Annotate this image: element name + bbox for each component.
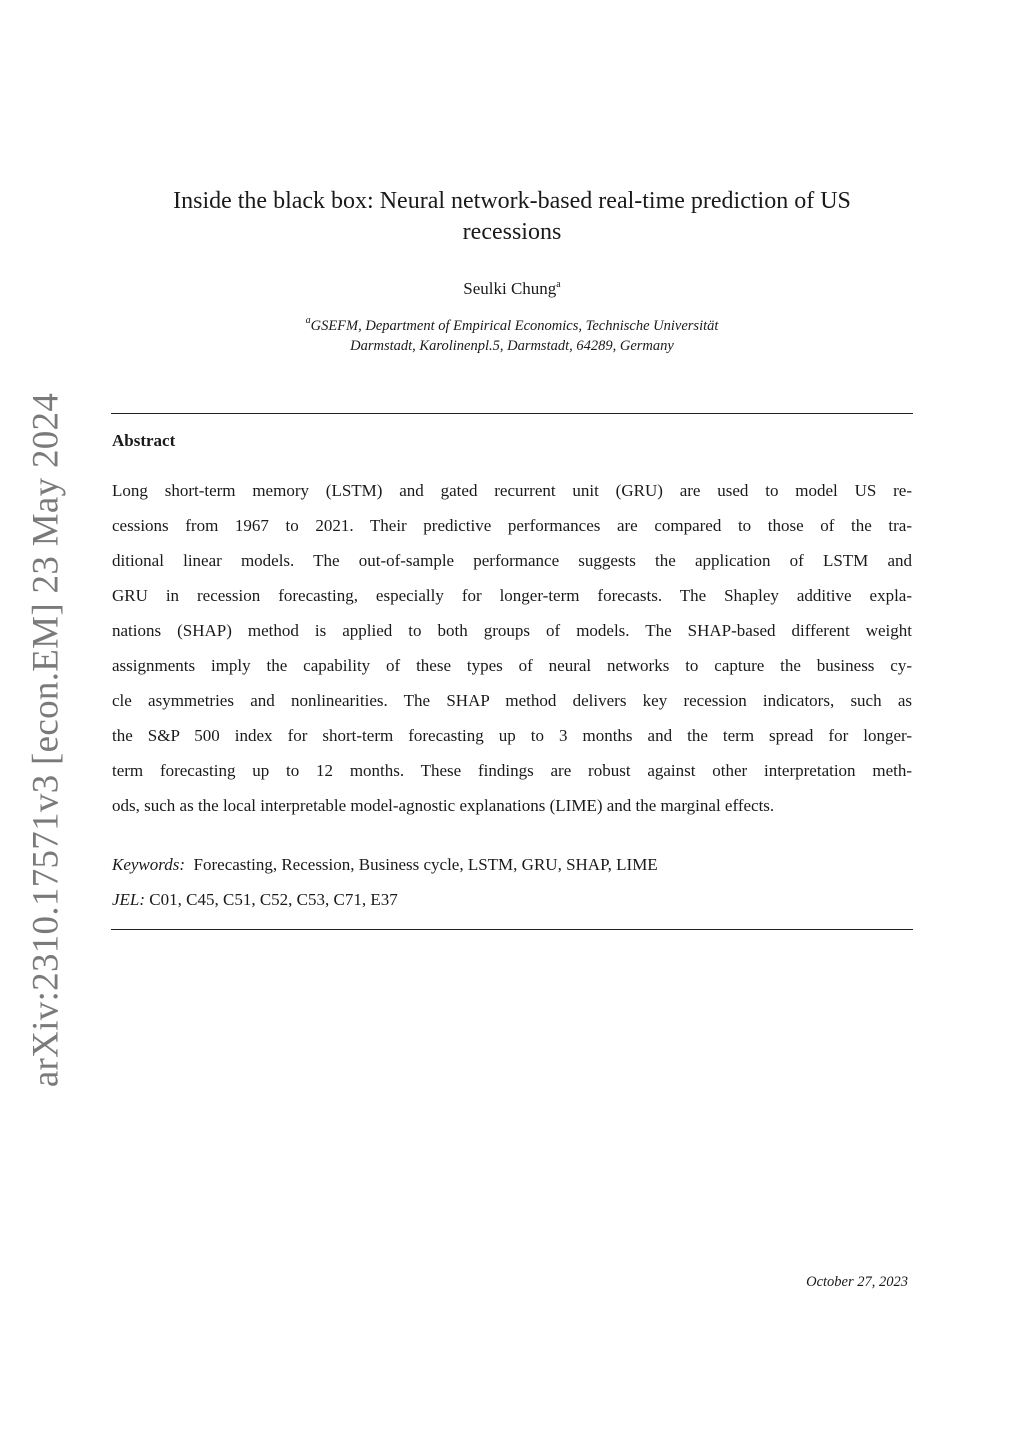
abstract-body <box>112 473 912 823</box>
affiliation-line-2: Darmstadt, Karolinenpl.5, Darmstadt, 64289, Germany <box>350 338 674 354</box>
jel-line <box>112 890 398 910</box>
preprint-date: October 27, 2023 <box>806 1274 908 1290</box>
abstract-line: GRU in recession forecasting, especially for longer-term forecasts. The Shapley additive expla- <box>112 586 912 605</box>
author-name: Seulki Chung <box>463 279 557 298</box>
author-affiliation-marker: a <box>556 279 561 290</box>
abstract-line: term forecasting up to 12 months. These findings are robust against other interpretation meth- <box>112 761 912 780</box>
abstract-heading: Abstract <box>112 431 176 450</box>
affiliation-line-1: GSEFM, Department of Empirical Economics, Technische Universität <box>310 318 719 334</box>
title-line-2: recessions <box>462 219 562 245</box>
jel-value: C01, C45, C51, C52, C53, C71, E37 <box>149 890 398 909</box>
author-block <box>112 279 912 299</box>
abstract-line: the S&P 500 index for short-term forecasting up to 3 months and the term spread for longer- <box>112 726 912 745</box>
abstract-line: cle asymmetries and nonlinearities. The SHAP method delivers key recession indicators, such as <box>112 691 912 710</box>
arxiv-identifier-stamp: arXiv:2310.17571v3 [econ.EM] 23 May 2024 <box>25 392 67 1088</box>
abstract-line: assignments imply the capability of these types of neural networks to capture the business cy- <box>112 656 912 675</box>
paper-title <box>112 186 912 248</box>
bottom-divider <box>111 929 913 930</box>
abstract-line: cessions from 1967 to 2021. Their predictive performances are compared to those of the tra- <box>112 516 912 535</box>
title-line-1: Inside the black box: Neural network-based real-time prediction of US <box>173 188 851 214</box>
top-divider <box>111 413 913 414</box>
abstract-line: Long short-term memory (LSTM) and gated recurrent unit (GRU) are used to model US re- <box>112 481 912 500</box>
keywords-value: Forecasting, Recession, Business cycle, LSTM, GRU, SHAP, LIME <box>193 855 658 874</box>
abstract-line: ods, such as the local interpretable model-agnostic explanations (LIME) and the marginal effects. <box>112 796 775 815</box>
jel-label: JEL: <box>112 890 146 909</box>
affiliation-block <box>112 316 912 356</box>
abstract-line: ditional linear models. The out-of-sample performance suggests the application of LSTM and <box>112 551 912 570</box>
keywords-line <box>112 855 658 875</box>
abstract-line: nations (SHAP) method is applied to both groups of models. The SHAP-based different weight <box>112 621 912 640</box>
affiliation-marker: a <box>305 315 311 326</box>
keywords-label: Keywords: <box>112 855 186 874</box>
